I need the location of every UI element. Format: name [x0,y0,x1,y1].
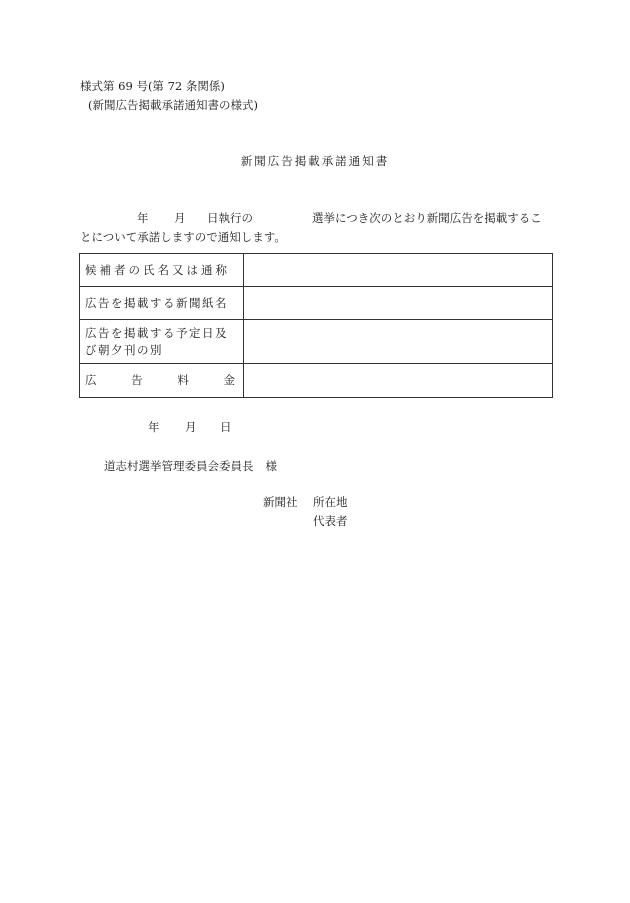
newspaper-name-label: 広告を掲載する新聞紙名 [80,287,244,320]
intro-month-label: 月 [174,211,186,225]
intro-year-label: 年 [137,211,149,225]
addressee-name: 道志村選挙管理委員会委員長 [104,459,254,473]
ad-fee-label [80,364,244,398]
addressee-honorific: 様 [265,459,277,473]
document-title: 新聞広告掲載承諾通知書 [240,154,390,168]
table-row [80,364,553,398]
date-month-label: 月 [185,420,197,434]
publisher-line [263,497,348,509]
publication-date-label-line2: び朝夕刊の別 [85,342,163,357]
advertisement-info-table [79,253,553,398]
ad-fee-value [244,364,553,398]
publication-date-label [80,320,244,364]
ad-fee-char: 金 [223,373,235,387]
form-subtitle: (新聞広告掲載承諾通知書の様式) [88,98,258,112]
table-row [80,287,553,320]
ad-fee-char: 料 [177,373,189,387]
intro-day-label: 日執行の [207,211,253,225]
candidate-name-value [244,254,553,287]
date-day-label: 日 [220,420,232,434]
table-row [80,320,553,364]
ad-fee-char: 広 [85,373,97,387]
table-row [80,254,553,287]
form-number: 様式第 69 号(第 72 条関係) [80,79,225,93]
ad-fee-char: 告 [131,373,143,387]
intro-election-text: 選挙につき次のとおり新聞広告を掲載するこ [312,211,542,225]
intro-line-1 [80,213,550,227]
candidate-name-label: 候補者の氏名又は通称 [80,254,244,287]
intro-line-2: とについて承諾しますので通知します。 [80,230,286,244]
publisher-address-label: 所在地 [313,495,348,509]
publisher-representative-label: 代表者 [313,514,348,528]
addressee [104,461,277,473]
newspaper-name-value [244,287,553,320]
publication-date-label-line1: 広告を掲載する予定日及 [85,325,228,340]
date-year-label: 年 [148,420,160,434]
publisher-label: 新聞社 [263,495,298,509]
date-line [80,422,380,436]
publication-date-value [244,320,553,364]
